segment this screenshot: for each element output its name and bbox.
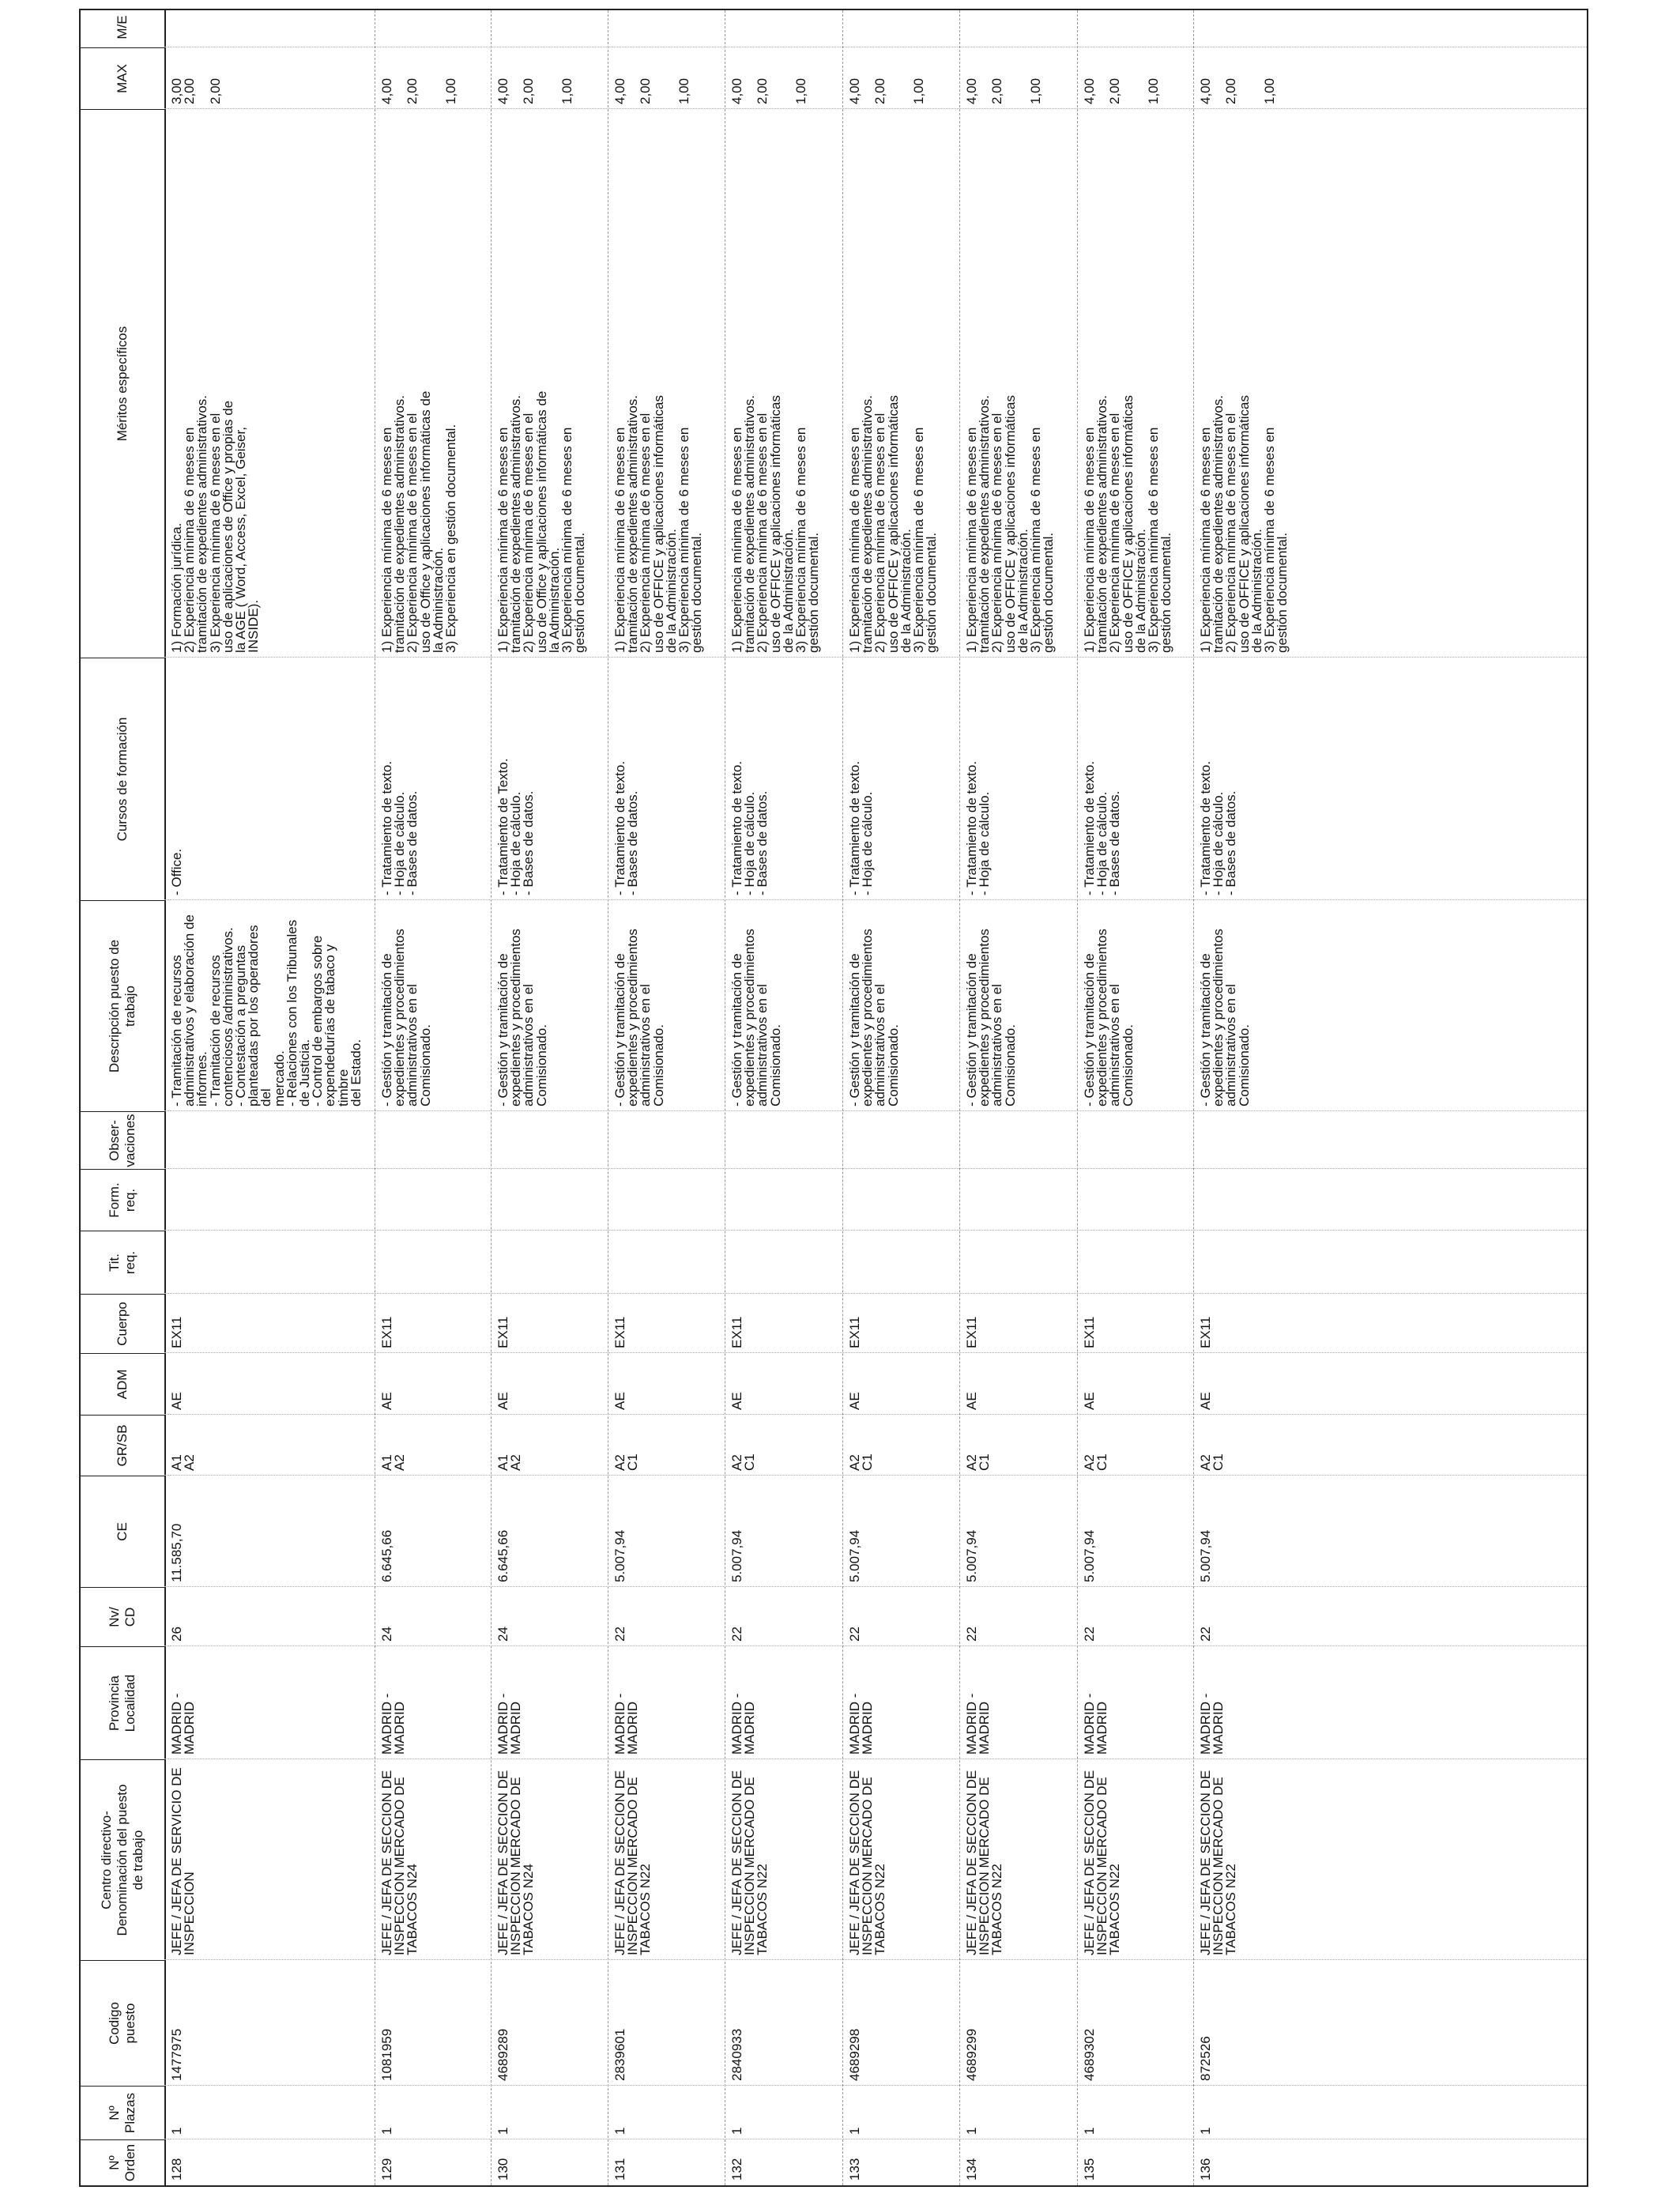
cell-cuerpo: EX11 xyxy=(964,1316,979,1348)
table-row xyxy=(725,10,842,2185)
column-divider xyxy=(164,899,1587,900)
cell-max: 4,00 2,00 1,00 xyxy=(729,77,809,104)
cell-ce: 6.645,66 xyxy=(495,1529,510,1582)
cell-grupo: A2 C1 xyxy=(729,1453,758,1471)
cell-max: 4,00 2,00 1,00 xyxy=(1198,77,1278,104)
column-divider xyxy=(164,1475,1587,1476)
cell-ce: 5.007,94 xyxy=(1198,1529,1213,1582)
cell-cuerpo: EX11 xyxy=(169,1316,184,1348)
row-separator xyxy=(842,10,843,2185)
cell-adm: AE xyxy=(379,1392,394,1410)
column-divider xyxy=(164,1293,1587,1294)
cell-max: 4,00 2,00 1,00 xyxy=(847,77,927,104)
cell-cuerpo: EX11 xyxy=(1082,1316,1097,1348)
cell-meritos: 1) Experiencia mínima de 6 meses en tramitación de expedientes administrativos. 2) Experiencia mínima de 6 meses en el uso de OFFICE y aplicaciones informáticas de la Administración. 3) Experiencia mínima de 6 meses en gestión documental. xyxy=(1082,395,1174,653)
cell-orden: 133 xyxy=(847,2158,862,2181)
column-divider xyxy=(164,657,1587,658)
cell-nivel: 22 xyxy=(1082,1627,1097,1642)
header-plazas: Nº Plazas xyxy=(81,2086,164,2139)
cell-plazas: 1 xyxy=(612,2127,627,2135)
cell-centro: JEFE / JEFA DE SECCION DE INSPECCION MERCADO DE TABACOS N24 xyxy=(495,1770,537,1955)
cell-codigo: 4689299 xyxy=(964,2028,979,2081)
cell-max: 4,00 2,00 1,00 xyxy=(964,77,1044,104)
table-row xyxy=(959,10,1077,2185)
cell-centro: JEFE / JEFA DE SECCION DE INSPECCION MERCADO DE TABACOS N22 xyxy=(1082,1770,1123,1955)
table-row xyxy=(842,10,959,2185)
header-grupo: GR/SB xyxy=(81,1415,164,1476)
row-separator xyxy=(1193,10,1194,2185)
cell-cuerpo: EX11 xyxy=(379,1316,394,1348)
cell-adm: AE xyxy=(1198,1392,1213,1410)
cell-provincia: MADRID - MADRID xyxy=(169,1693,198,1755)
cell-grupo: A1 A2 xyxy=(495,1454,524,1471)
cell-provincia: MADRID - MADRID xyxy=(847,1693,876,1755)
cell-centro: JEFE / JEFA DE SECCION DE INSPECCION MERCADO DE TABACOS N22 xyxy=(847,1770,888,1955)
cell-codigo: 4689298 xyxy=(847,2028,862,2081)
cell-adm: AE xyxy=(169,1392,184,1410)
cell-nivel: 24 xyxy=(495,1627,510,1642)
cell-plazas: 1 xyxy=(729,2127,744,2135)
header-me: M/E xyxy=(115,15,130,40)
cell-ce: 5.007,94 xyxy=(1082,1529,1097,1582)
cell-nivel: 24 xyxy=(379,1627,394,1642)
cell-cuerpo: EX11 xyxy=(1198,1316,1213,1348)
cell-nivel: 22 xyxy=(1198,1627,1213,1642)
cell-cursos: - Tratamiento de texto. - Hoja de cálculo. xyxy=(847,760,876,895)
cell-grupo: A2 C1 xyxy=(612,1453,641,1471)
cell-centro: JEFE / JEFA DE SECCION DE INSPECCION MERCADO DE TABACOS N22 xyxy=(612,1770,654,1955)
cell-codigo: 2840933 xyxy=(729,2028,744,2081)
cell-max: 4,00 2,00 1,00 xyxy=(1082,77,1162,104)
column-divider xyxy=(164,108,1587,109)
cell-adm: AE xyxy=(847,1392,862,1410)
table-row xyxy=(1193,10,1587,2185)
header-cursos: Cursos de formación xyxy=(81,658,164,900)
cell-descripcion: - Gestión y tramitación de expedientes y procedimientos administrativos en el Comisionado. xyxy=(379,929,433,1106)
cell-cuerpo: EX11 xyxy=(729,1316,744,1348)
cell-meritos: 1) Experiencia mínima de 6 meses en tramitación de expedientes administrativos. 2) Experiencia mínima de 6 meses en el uso de OFFICE y aplicaciones informáticas de la Administración. 3) Experiencia mínima de 6 meses en gestión documental. xyxy=(847,395,940,653)
cell-ce: 11.585,70 xyxy=(169,1523,184,1582)
cell-plazas: 1 xyxy=(379,2127,394,2135)
cell-adm: AE xyxy=(1082,1392,1097,1410)
cell-descripcion: - Gestión y tramitación de expedientes y procedimientos administrativos en el Comisionado. xyxy=(847,929,901,1106)
cell-plazas: 1 xyxy=(1198,2127,1213,2135)
cell-nivel: 22 xyxy=(847,1627,862,1642)
cell-ce: 5.007,94 xyxy=(729,1529,744,1582)
cell-nivel: 22 xyxy=(729,1627,744,1642)
cell-cuerpo: EX11 xyxy=(612,1316,627,1348)
cell-cursos: - Tratamiento de texto. - Hoja de cálculo. - Bases de datos. xyxy=(379,760,420,895)
cell-descripcion: - Gestión y tramitación de expedientes y procedimientos administrativos en el Comisionado. xyxy=(1198,929,1252,1106)
cell-centro: JEFE / JEFA DE SECCION DE INSPECCION MERCADO DE TABACOS N22 xyxy=(1198,1770,1239,1955)
cell-codigo: 1477975 xyxy=(169,2028,184,2081)
cell-max: 4,00 2,00 1,00 xyxy=(612,77,692,104)
table-row xyxy=(375,10,491,2185)
header-provincia: Provincia Localidad xyxy=(81,1646,164,1759)
cell-centro: JEFE / JEFA DE SECCION DE INSPECCION MERCADO DE TABACOS N24 xyxy=(379,1770,420,1955)
cell-cursos: - Tratamiento de texto. - Hoja de cálculo. - Bases de datos. xyxy=(729,760,770,895)
cell-cursos: - Tratamiento de texto. - Bases de datos. xyxy=(612,760,641,895)
table-row xyxy=(608,10,725,2185)
cell-provincia: MADRID - MADRID xyxy=(495,1693,524,1755)
cell-codigo: 872526 xyxy=(1198,2036,1213,2081)
column-divider xyxy=(164,1586,1587,1587)
cell-cuerpo: EX11 xyxy=(495,1316,510,1348)
header-tit: Tit. req. xyxy=(81,1231,164,1294)
cell-cursos: - Office. xyxy=(169,848,184,895)
cell-nivel: 22 xyxy=(612,1627,627,1642)
cell-cursos: - Tratamiento de texto. - Hoja de cálculo. xyxy=(964,760,993,895)
column-divider xyxy=(164,1352,1587,1353)
cell-descripcion: - Gestión y tramitación de expedientes y procedimientos administrativos en el Comisionado. xyxy=(729,929,783,1106)
header-form: Form. req. xyxy=(81,1169,164,1231)
cell-descripcion: - Gestión y tramitación de expedientes y procedimientos administrativos en el Comisionado. xyxy=(964,929,1018,1106)
cell-meritos: 1) Experiencia mínima de 6 meses en tramitación de expedientes administrativos. 2) Experiencia mínima de 6 meses en el uso de OFFICE y aplicaciones informáticas de la Administración. 3) Experiencia mínima de 6 meses en gestión documental. xyxy=(729,395,822,653)
cell-provincia: MADRID - MADRID xyxy=(612,1693,641,1755)
cell-orden: 131 xyxy=(612,2158,627,2181)
cell-orden: 134 xyxy=(964,2158,979,2181)
cell-codigo: 4689302 xyxy=(1082,2028,1097,2081)
cell-descripcion: - Gestión y tramitación de expedientes y procedimientos administrativos en el Comisionado. xyxy=(612,929,666,1106)
cell-provincia: MADRID - MADRID xyxy=(729,1693,758,1755)
cell-adm: AE xyxy=(964,1392,979,1410)
cell-adm: AE xyxy=(729,1392,744,1410)
cell-nivel: 22 xyxy=(964,1627,979,1642)
positions-table xyxy=(79,9,1588,2187)
cell-plazas: 1 xyxy=(1082,2127,1097,2135)
cell-max: 4,00 2,00 1,00 xyxy=(495,77,575,104)
cell-cuerpo: EX11 xyxy=(847,1316,862,1348)
cell-cursos: - Tratamiento de texto. - Hoja de cálculo. - Bases de datos. xyxy=(1082,760,1123,895)
table-row xyxy=(1077,10,1193,2185)
header-codigo: Codigo puesto xyxy=(81,1960,164,2086)
header-obs: Obser- vaciones xyxy=(81,1111,164,1169)
cell-adm: AE xyxy=(495,1392,510,1410)
cell-centro: JEFE / JEFA DE SERVICIO DE INSPECCION xyxy=(169,1767,198,1955)
cell-ce: 5.007,94 xyxy=(964,1529,979,1582)
header-meritos: Méritos específicos xyxy=(81,109,164,658)
cell-orden: 130 xyxy=(495,2158,510,2181)
header-cuerpo: Cuerpo xyxy=(81,1294,164,1353)
row-separator xyxy=(959,10,960,2185)
header-centro: Centro directivo- Denominación del puesto de trabajo xyxy=(81,1759,164,1960)
cell-meritos: 1) Experiencia mínima de 6 meses en tramitación de expedientes administrativos. 2) Experiencia mínima de 6 meses en el uso de Office y aplicaciones informáticas de la Administración. 3) Experiencia mínima de 6 meses en gestión documental. xyxy=(495,390,588,653)
cell-grupo: A1 A2 xyxy=(169,1454,198,1471)
cell-descripcion: - Gestión y tramitación de expedientes y procedimientos administrativos en el Comisionado. xyxy=(495,929,549,1106)
header-nivel: Nv/ CD xyxy=(81,1587,164,1646)
cell-orden: 129 xyxy=(379,2158,394,2181)
cell-ce: 5.007,94 xyxy=(847,1529,862,1582)
cell-grupo: A2 C1 xyxy=(1082,1453,1110,1471)
cell-ce: 6.645,66 xyxy=(379,1529,394,1582)
cell-provincia: MADRID - MADRID xyxy=(964,1693,993,1755)
column-divider xyxy=(164,1959,1587,1960)
header-ce: CE xyxy=(81,1476,164,1587)
column-divider xyxy=(164,1414,1587,1415)
table-row xyxy=(164,10,375,2185)
cell-grupo: A1 A2 xyxy=(379,1454,408,1471)
row-separator xyxy=(491,10,492,2185)
cell-orden: 128 xyxy=(169,2158,184,2181)
cell-plazas: 1 xyxy=(169,2127,184,2135)
column-divider xyxy=(164,1168,1587,1169)
cell-meritos: 1) Formación jurídica. 2) Experiencia mínima de 6 meses en tramitación de expedientes administrativos. 3) Experiencia mínima de 6 meses en el uso de aplicaciones de Office y propias de la AGE ( Word, Access, Excel, Geiser, INSIDE). xyxy=(169,395,262,653)
cell-orden: 135 xyxy=(1082,2158,1097,2181)
cell-codigo: 1081959 xyxy=(379,2028,394,2081)
cell-cursos: - Tratamiento de texto. - Hoja de cálculo. - Bases de datos. xyxy=(1198,760,1239,895)
cell-descripcion: - Gestión y tramitación de expedientes y procedimientos administrativos en el Comisionado. xyxy=(1082,929,1136,1106)
cell-orden: 132 xyxy=(729,2158,744,2181)
cell-max: 4,00 2,00 1,00 xyxy=(379,77,459,104)
cell-grupo: A2 C1 xyxy=(847,1453,876,1471)
cell-nivel: 26 xyxy=(169,1627,184,1642)
column-divider xyxy=(164,1110,1587,1111)
cell-meritos: 1) Experiencia mínima de 6 meses en tramitación de expedientes administrativos. 2) Experiencia mínima de 6 meses en el uso de OFFICE y aplicaciones informáticas de la Administración. 3) Experiencia mínima de 6 meses en gestión documental. xyxy=(612,395,705,653)
table-row xyxy=(491,10,608,2185)
cell-descripcion: - Tramitación de recursos administrativos y elaboración de informes. - Tramitación de recursos contenciosos /administrativos. - Contestación a preguntas planteadas por los operadores del mercado. - Relaciones con los Tribunales de Justicia. - Control de embargos sobre expendedurías de tabaco y timbre del Estado. xyxy=(169,914,363,1106)
cell-grupo: A2 C1 xyxy=(964,1453,993,1471)
cell-ce: 5.007,94 xyxy=(612,1529,627,1582)
cell-orden: 136 xyxy=(1198,2158,1213,2181)
cell-meritos: 1) Experiencia mínima de 6 meses en tramitación de expedientes administrativos. 2) Experiencia mínima de 6 meses en el uso de Office y aplicaciones informáticas de la Administración. 3) Experiencia en gestión documental. xyxy=(379,390,459,653)
cell-meritos: 1) Experiencia mínima de 6 meses en tramitación de expedientes administrativos. 2) Experiencia mínima de 6 meses en el uso de OFFICE y aplicaciones informáticas de la Administración. 3) Experiencia mínima de 6 meses en gestión documental. xyxy=(1198,395,1290,653)
column-divider xyxy=(164,2085,1587,2086)
cell-meritos: 1) Experiencia mínima de 6 meses en tramitación de expedientes administrativos. 2) Experiencia mínima de 6 meses en el uso de OFFICE y aplicaciones informáticas de la Administración. 3) Experiencia mínima de 6 meses en gestión documental. xyxy=(964,395,1057,653)
header-descripcion: Descripción puesto de trabajo xyxy=(81,900,164,1111)
header-max: MAX xyxy=(81,47,164,109)
cell-max: 3,00 2,00 2,00 xyxy=(169,77,223,104)
cell-plazas: 1 xyxy=(847,2127,862,2135)
cell-cursos: - Tratamiento de Texto. - Hoja de cálculo. - Bases de datos. xyxy=(495,758,537,895)
header-adm: ADM xyxy=(81,1353,164,1415)
cell-plazas: 1 xyxy=(495,2127,510,2135)
cell-grupo: A2 C1 xyxy=(1198,1453,1226,1471)
row-separator xyxy=(1077,10,1078,2185)
cell-provincia: MADRID - MADRID xyxy=(1198,1693,1226,1755)
column-divider xyxy=(164,1230,1587,1231)
cell-centro: JEFE / JEFA DE SECCION DE INSPECCION MERCADO DE TABACOS N22 xyxy=(729,1770,770,1955)
cell-provincia: MADRID - MADRID xyxy=(1082,1693,1110,1755)
cell-adm: AE xyxy=(612,1392,627,1410)
cell-codigo: 2839601 xyxy=(612,2028,627,2081)
cell-plazas: 1 xyxy=(964,2127,979,2135)
cell-provincia: MADRID - MADRID xyxy=(379,1693,408,1755)
header-orden: Nº Orden xyxy=(81,2139,164,2185)
cell-codigo: 4689289 xyxy=(495,2028,510,2081)
cell-centro: JEFE / JEFA DE SECCION DE INSPECCION MERCADO DE TABACOS N22 xyxy=(964,1770,1005,1955)
